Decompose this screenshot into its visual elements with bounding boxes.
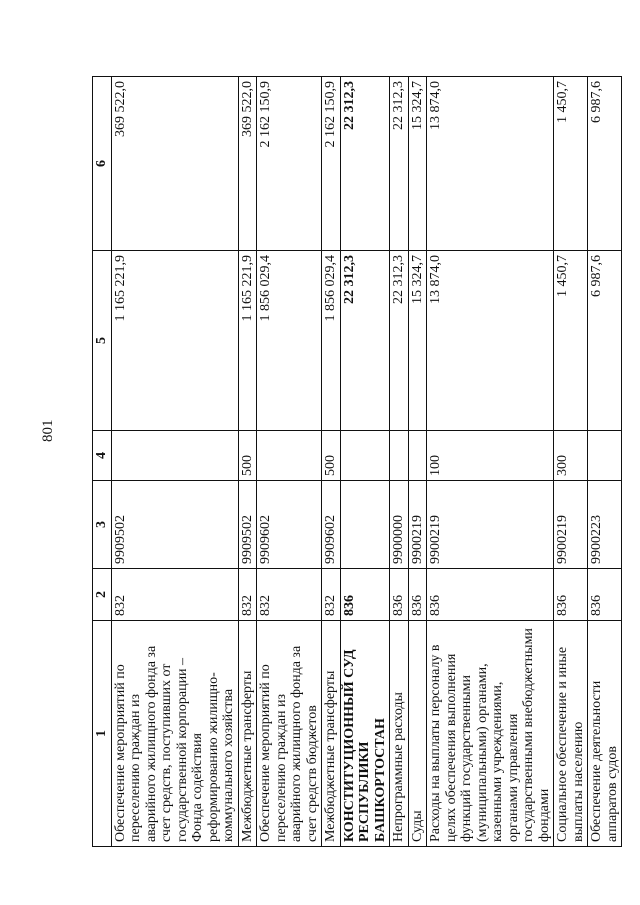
- row-code-cell: 836: [588, 569, 622, 621]
- row-value-year1-cell: 13 874,0: [427, 251, 554, 431]
- header-col-2: 2: [93, 569, 112, 621]
- row-code-cell: 832: [111, 569, 238, 621]
- header-col-5: 5: [93, 251, 112, 431]
- row-article-cell: [340, 481, 390, 569]
- row-value-year2-cell: 369 522,0: [111, 77, 238, 251]
- row-code-cell: 836: [408, 569, 427, 621]
- row-type-cell: 300: [554, 431, 588, 481]
- row-value-year1-cell: 1 856 029,4: [257, 251, 322, 431]
- row-article-cell: 9900000: [390, 481, 409, 569]
- budget-table: [92, 76, 622, 847]
- row-name-cell: Обеспечение мероприятий по переселению граждан из аварийного жилищного фонда за счет средств, поступивших от государственной корпорации – Фонда содействия реформированию жилищно-коммунального хозяйства: [111, 621, 238, 847]
- row-value-year2-cell: 22 312,3: [340, 77, 390, 251]
- table-row: [427, 77, 554, 847]
- row-name-cell: КОНСТИТУЦИОННЫЙ СУД РЕСПУБЛИКИ БАШКОРТОСТАН: [340, 621, 390, 847]
- header-col-4: 4: [93, 431, 112, 481]
- row-name-cell: Непрограммные расходы: [390, 621, 409, 847]
- header-col-1: 1: [93, 621, 112, 847]
- row-code-cell: 836: [427, 569, 554, 621]
- row-type-cell: [408, 431, 427, 481]
- row-name-cell: Социальное обеспечение и иные выплаты населению: [554, 621, 588, 847]
- table-row: [322, 77, 341, 847]
- row-value-year1-cell: 1 856 029,4: [322, 251, 341, 431]
- table-row: [554, 77, 588, 847]
- row-value-year2-cell: 1 450,7: [554, 77, 588, 251]
- row-article-cell: 9909502: [238, 481, 257, 569]
- row-value-year2-cell: 2 162 150,9: [257, 77, 322, 251]
- row-code-cell: 836: [340, 569, 390, 621]
- table-row: [408, 77, 427, 847]
- table-row: [238, 77, 257, 847]
- row-article-cell: 9909602: [322, 481, 341, 569]
- row-value-year2-cell: 369 522,0: [238, 77, 257, 251]
- row-name-cell: Суды: [408, 621, 427, 847]
- row-value-year2-cell: 6 987,6: [588, 77, 622, 251]
- row-value-year1-cell: 1 450,7: [554, 251, 588, 431]
- row-type-cell: 500: [322, 431, 341, 481]
- row-value-year1-cell: 15 324,7: [408, 251, 427, 431]
- row-article-cell: 9900219: [554, 481, 588, 569]
- row-value-year1-cell: 22 312,3: [390, 251, 409, 431]
- row-name-cell: Обеспечение мероприятий по переселению граждан из аварийного жилищного фонда за счет средств бюджетов: [257, 621, 322, 847]
- header-col-3: 3: [93, 481, 112, 569]
- row-value-year2-cell: 13 874,0: [427, 77, 554, 251]
- row-code-cell: 836: [390, 569, 409, 621]
- table-row: [111, 77, 238, 847]
- row-type-cell: [340, 431, 390, 481]
- row-value-year1-cell: 1 165 221,9: [238, 251, 257, 431]
- row-type-cell: [390, 431, 409, 481]
- table-row: [257, 77, 322, 847]
- row-type-cell: [257, 431, 322, 481]
- row-type-cell: 500: [238, 431, 257, 481]
- row-article-cell: 9909502: [111, 481, 238, 569]
- row-name-cell: Обеспечение деятельности аппаратов судов: [588, 621, 622, 847]
- row-value-year2-cell: 2 162 150,9: [322, 77, 341, 251]
- row-name-cell: Межбюджетные трансферты: [322, 621, 341, 847]
- budget-table-container: [92, 77, 620, 847]
- row-code-cell: 836: [554, 569, 588, 621]
- row-code-cell: 832: [257, 569, 322, 621]
- row-type-cell: [588, 431, 622, 481]
- row-value-year1-cell: 22 312,3: [340, 251, 390, 431]
- row-value-year1-cell: 6 987,6: [588, 251, 622, 431]
- row-code-cell: 832: [238, 569, 257, 621]
- table-row: [588, 77, 622, 847]
- row-name-cell: Расходы на выплаты персоналу в целях обеспечения выполнения функций государственными (муниципальными) органами, казенными учреждениями, органами управления государственными внебюджетными фондами: [427, 621, 554, 847]
- table-row: [390, 77, 409, 847]
- table-row: [340, 77, 390, 847]
- row-type-cell: 100: [427, 431, 554, 481]
- row-value-year2-cell: 15 324,7: [408, 77, 427, 251]
- row-value-year1-cell: 1 165 221,9: [111, 251, 238, 431]
- row-code-cell: 832: [322, 569, 341, 621]
- row-value-year2-cell: 22 312,3: [390, 77, 409, 251]
- header-col-6: 6: [93, 77, 112, 251]
- page-number: 801: [40, 419, 56, 442]
- table-header-row: [93, 77, 112, 847]
- row-name-cell: Межбюджетные трансферты: [238, 621, 257, 847]
- row-article-cell: 9900219: [427, 481, 554, 569]
- row-article-cell: 9900223: [588, 481, 622, 569]
- row-article-cell: 9900219: [408, 481, 427, 569]
- row-type-cell: [111, 431, 238, 481]
- table-body: [111, 77, 622, 847]
- row-article-cell: 9909602: [257, 481, 322, 569]
